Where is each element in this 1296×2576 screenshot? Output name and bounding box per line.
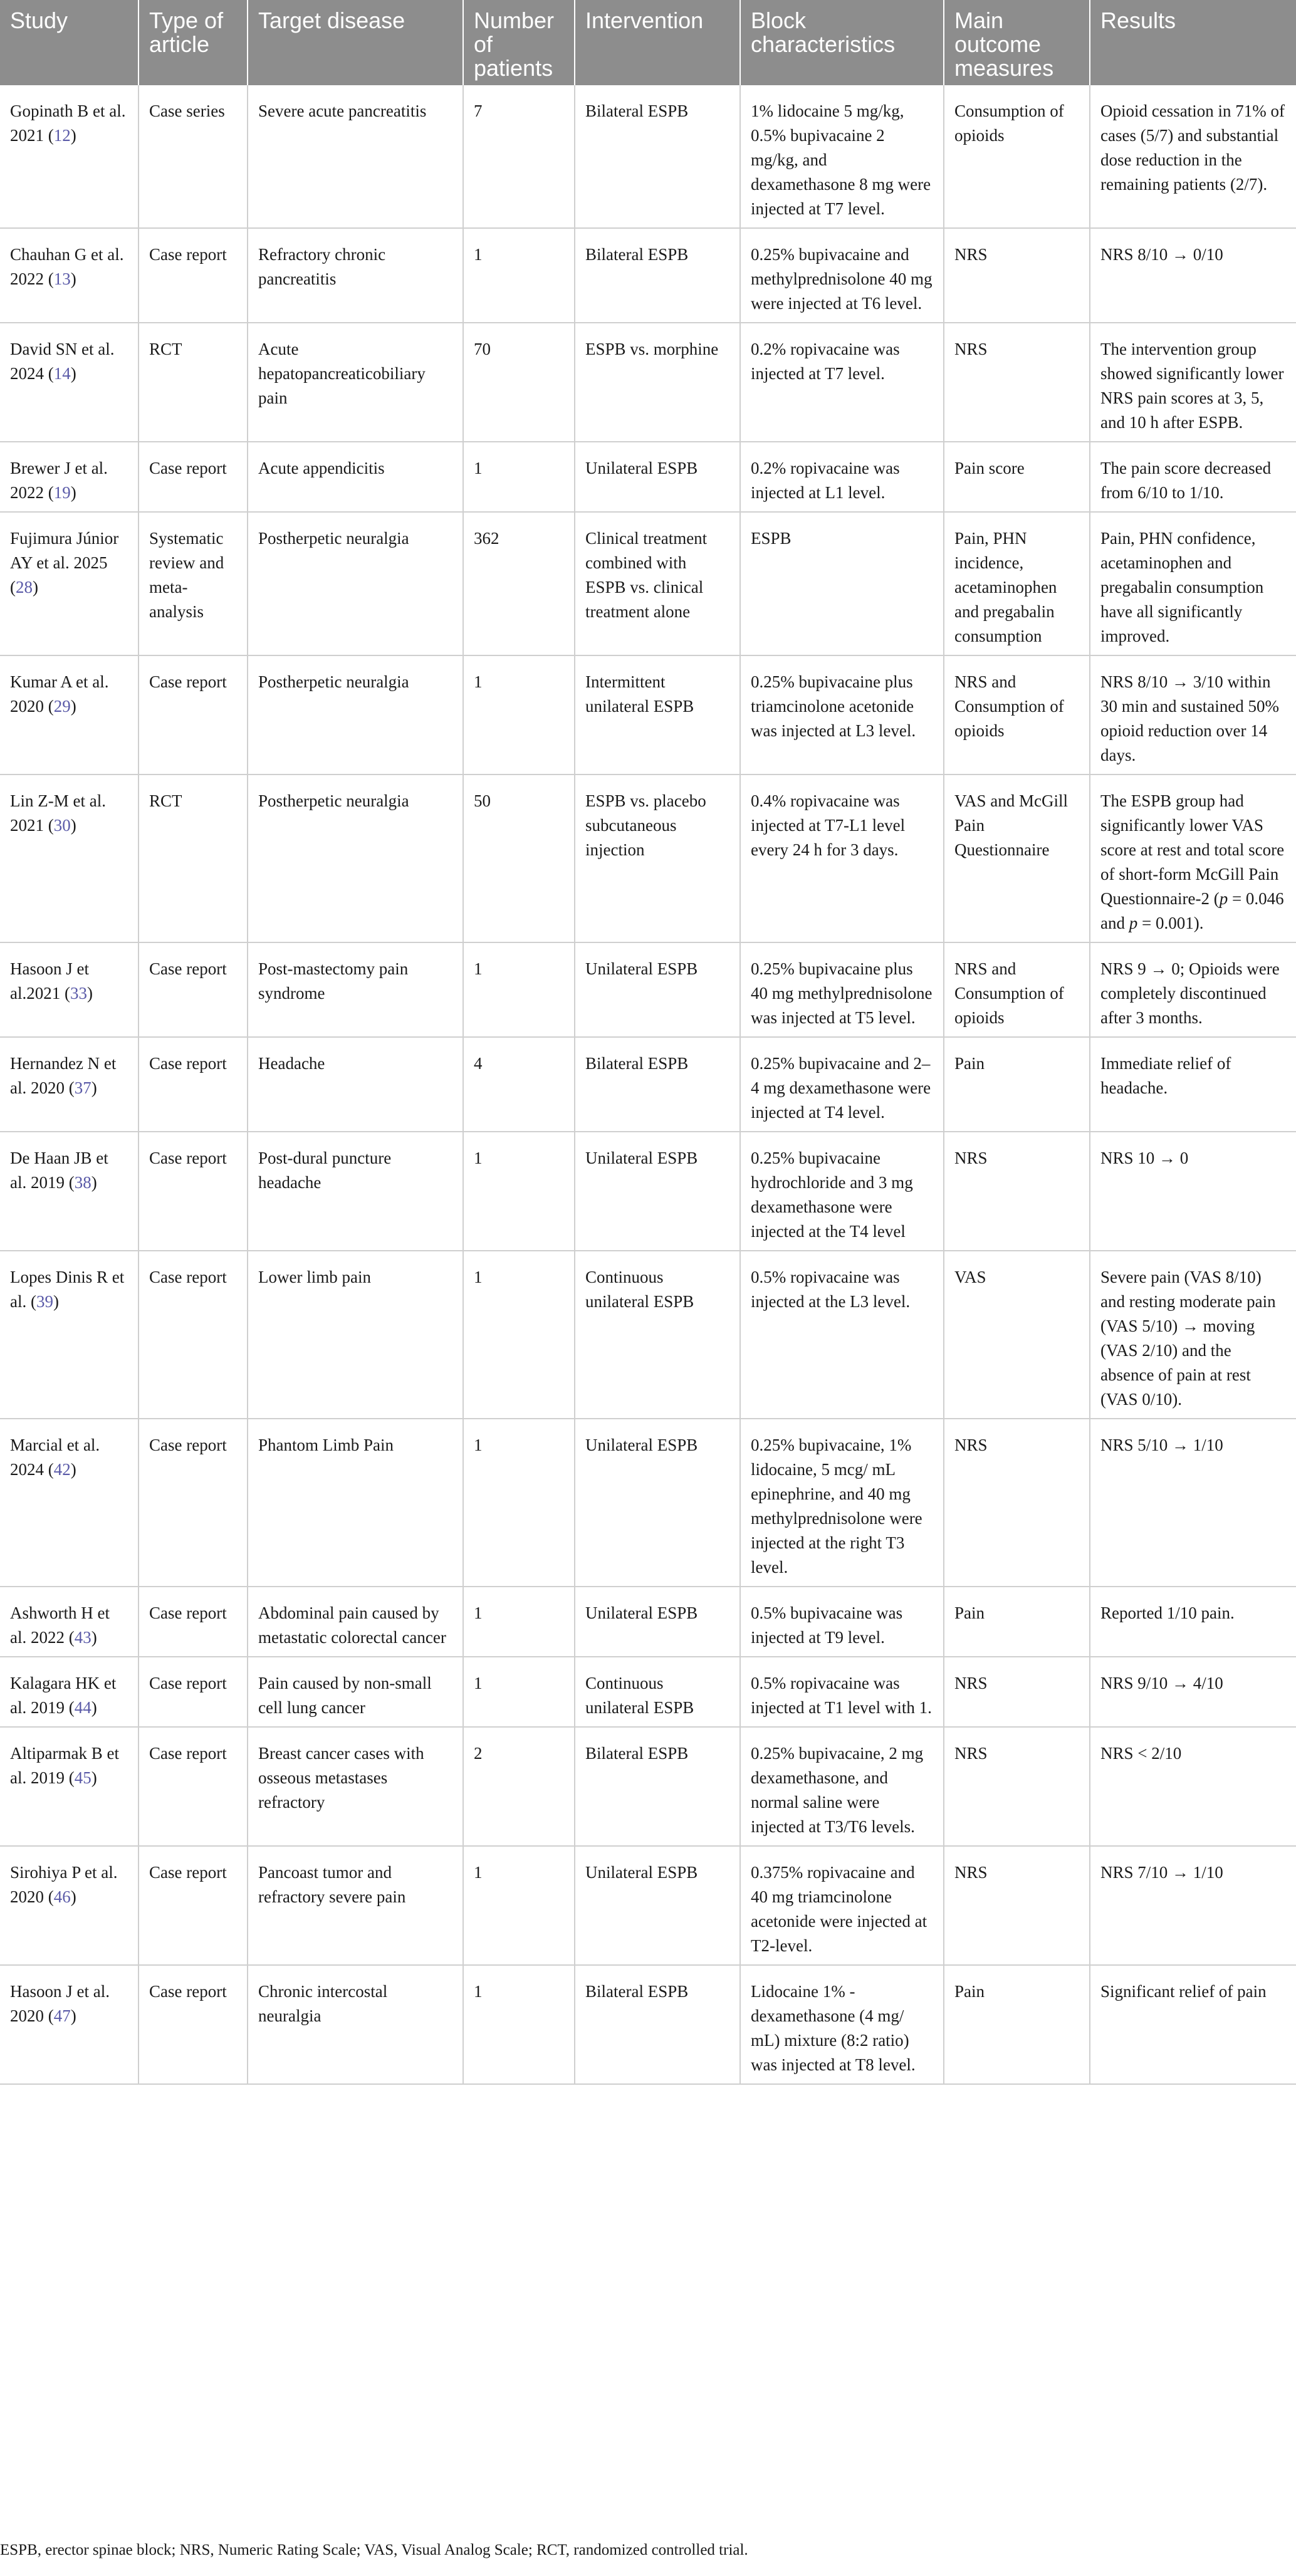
reference-link[interactable]: 13 (53, 269, 71, 288)
intervention-cell: Unilateral ESPB (575, 1846, 740, 1965)
block-cell: 0.5% ropivacaine was injected at T1 level with 1. (740, 1657, 944, 1727)
study-name: Hasoon J et al. 2020 ( (10, 1982, 110, 2025)
patients-cell: 7 (463, 85, 575, 228)
patients-cell: 1 (463, 228, 575, 323)
table-row (0, 1132, 1296, 1251)
study-close: ) (91, 1628, 97, 1647)
intervention-cell: Unilateral ESPB (575, 1587, 740, 1657)
outcome-cell: NRS (944, 1419, 1090, 1587)
outcome-cell: Pain (944, 1037, 1090, 1132)
article-type-cell: Case report (138, 1419, 248, 1587)
study-name: Hernandez N et al. 2020 ( (10, 1054, 117, 1097)
study-close: ) (70, 269, 76, 288)
reference-link[interactable]: 28 (16, 578, 33, 597)
table-row (0, 1965, 1296, 2084)
intervention-cell: Unilateral ESPB (575, 442, 740, 512)
table-row (0, 1657, 1296, 1727)
target-disease-cell: Postherpetic neuralgia (248, 512, 463, 655)
column-header: Type of article (138, 0, 248, 85)
block-cell: 0.25% bupivacaine and 2–4 mg dexamethasone were injected at T4 level. (740, 1037, 944, 1132)
study-name: Chauhan G et al. 2022 ( (10, 245, 124, 288)
reference-link[interactable]: 29 (53, 697, 71, 716)
intervention-cell: ESPB vs. morphine (575, 323, 740, 442)
study-name: Sirohiya P et al. 2020 ( (10, 1863, 118, 1906)
intervention-cell: ESPB vs. placebo subcutaneous injection (575, 774, 740, 942)
study-cell (0, 323, 138, 442)
results-cell (1090, 774, 1296, 942)
results-text: NRS 8/10 → 3/10 within 30 min and sustained 50% opioid reduction over 14 days. (1100, 672, 1279, 764)
intervention-cell: Unilateral ESPB (575, 1132, 740, 1251)
block-cell: Lidocaine 1% -dexamethasone (4 mg/ mL) mixture (8:2 ratio) was injected at T8 level. (740, 1965, 944, 2084)
results-cell (1090, 655, 1296, 774)
table-row (0, 1419, 1296, 1587)
article-type-cell: Case report (138, 1727, 248, 1846)
study-close: ) (70, 1460, 76, 1479)
study-cell (0, 1846, 138, 1965)
results-text: Reported 1/10 pain. (1100, 1603, 1235, 1622)
outcome-cell: Pain (944, 1587, 1090, 1657)
results-text: The pain score decreased from 6/10 to 1/10. (1100, 459, 1272, 502)
study-cell (0, 774, 138, 942)
outcome-cell: NRS (944, 1846, 1090, 1965)
reference-link[interactable]: 30 (53, 816, 71, 835)
block-cell: 0.4% ropivacaine was injected at T7-L1 level every 24 h for 3 days. (740, 774, 944, 942)
study-cell (0, 1587, 138, 1657)
intervention-cell: Clinical treatment combined with ESPB vs. clinical treatment alone (575, 512, 740, 655)
study-name: Hasoon J et al.2021 ( (10, 959, 89, 1003)
table-row (0, 1587, 1296, 1657)
column-header: Intervention (575, 0, 740, 85)
article-type-cell: Case report (138, 1251, 248, 1419)
results-text: NRS 9 → 0; Opioids were completely discontinued after 3 months. (1100, 959, 1280, 1027)
outcome-cell: VAS (944, 1251, 1090, 1419)
column-header: Target disease (248, 0, 463, 85)
results-text: NRS 5/10 → 1/10 (1100, 1436, 1223, 1454)
column-header: Block characteristics (740, 0, 944, 85)
reference-link[interactable]: 44 (74, 1698, 91, 1717)
study-name: Ashworth H et al. 2022 ( (10, 1603, 110, 1647)
intervention-cell: Unilateral ESPB (575, 942, 740, 1037)
article-type-cell: Case report (138, 1132, 248, 1251)
patients-cell: 1 (463, 1419, 575, 1587)
study-name: Kumar A et al. 2020 ( (10, 672, 109, 716)
target-disease-cell: Acute appendicitis (248, 442, 463, 512)
table-row (0, 323, 1296, 442)
results-cell (1090, 323, 1296, 442)
study-close: ) (91, 1173, 97, 1192)
study-cell (0, 1965, 138, 2084)
results-text: Pain, PHN confidence, acetaminophen and pregabalin consumption have all significantly improved. (1100, 529, 1264, 645)
outcome-cell: NRS (944, 1727, 1090, 1846)
block-cell: ESPB (740, 512, 944, 655)
block-cell: 0.25% bupivacaine plus 40 mg methylprednisolone was injected at T5 level. (740, 942, 944, 1037)
table-row (0, 442, 1296, 512)
study-name: Brewer J et al. 2022 ( (10, 459, 108, 502)
results-cell (1090, 1419, 1296, 1587)
reference-link[interactable]: 42 (53, 1460, 71, 1479)
study-name: Gopinath B et al. 2021 ( (10, 102, 126, 145)
article-type-cell: Case series (138, 85, 248, 228)
results-text: = 0.046 and (1100, 889, 1284, 932)
block-cell: 1% lidocaine 5 mg/kg, 0.5% bupivacaine 2 mg/kg, and dexamethasone 8 mg were injected at T7 level. (740, 85, 944, 228)
block-cell: 0.25% bupivacaine, 2 mg dexamethasone, and normal saline were injected at T3/T6 levels. (740, 1727, 944, 1846)
results-cell (1090, 512, 1296, 655)
reference-link[interactable]: 38 (74, 1173, 91, 1192)
outcome-cell: VAS and McGill Pain Questionnaire (944, 774, 1090, 942)
patients-cell: 1 (463, 1587, 575, 1657)
table-row (0, 1251, 1296, 1419)
article-type-cell: Case report (138, 1846, 248, 1965)
article-type-cell: Systematic review and meta-analysis (138, 512, 248, 655)
intervention-cell: Intermittent unilateral ESPB (575, 655, 740, 774)
results-text: NRS 9/10 → 4/10 (1100, 1674, 1223, 1692)
intervention-cell: Bilateral ESPB (575, 228, 740, 323)
reference-link[interactable]: 46 (53, 1887, 71, 1906)
intervention-cell: Bilateral ESPB (575, 1965, 740, 2084)
study-close: ) (70, 1887, 76, 1906)
table-row (0, 1846, 1296, 1965)
outcome-cell: NRS (944, 228, 1090, 323)
patients-cell: 1 (463, 1965, 575, 2084)
results-text: NRS < 2/10 (1100, 1744, 1182, 1763)
block-cell: 0.5% bupivacaine was injected at T9 level. (740, 1587, 944, 1657)
study-cell (0, 1132, 138, 1251)
study-cell (0, 228, 138, 323)
study-cell (0, 1657, 138, 1727)
block-cell: 0.25% bupivacaine, 1% lidocaine, 5 mcg/ mL epinephrine, and 40 mg methylprednisolone were injected at the right T3 level. (740, 1419, 944, 1587)
patients-cell: 1 (463, 1657, 575, 1727)
results-text: The ESPB group had significantly lower VAS score at rest and total score of short-form McGill Pain Questionnaire-2 ( (1100, 791, 1285, 908)
results-text: Severe pain (VAS 8/10) and resting moderate pain (VAS 5/10) → moving (VAS 2/10) and the absence of pain at rest (VAS 0/10). (1100, 1268, 1276, 1409)
block-cell: 0.25% bupivacaine and methylprednisolone 40 mg were injected at T6 level. (740, 228, 944, 323)
study-cell (0, 85, 138, 228)
target-disease-cell: Headache (248, 1037, 463, 1132)
target-disease-cell: Phantom Limb Pain (248, 1419, 463, 1587)
intervention-cell: Unilateral ESPB (575, 1419, 740, 1587)
table-row (0, 774, 1296, 942)
target-disease-cell: Post-dural puncture headache (248, 1132, 463, 1251)
outcome-cell: NRS (944, 1657, 1090, 1727)
table-row (0, 655, 1296, 774)
intervention-cell: Continuous unilateral ESPB (575, 1251, 740, 1419)
study-name: Altiparmak B et al. 2019 ( (10, 1744, 119, 1787)
target-disease-cell: Refractory chronic pancreatitis (248, 228, 463, 323)
table-header (0, 0, 1296, 85)
article-type-cell: RCT (138, 323, 248, 442)
results-text: Immediate relief of headache. (1100, 1054, 1231, 1097)
table-body (0, 85, 1296, 2084)
outcome-cell: Pain (944, 1965, 1090, 2084)
results-cell (1090, 1251, 1296, 1419)
article-type-cell: Case report (138, 1657, 248, 1727)
results-text: Significant relief of pain (1100, 1982, 1267, 2001)
study-cell (0, 655, 138, 774)
study-close: ) (70, 126, 76, 145)
reference-link[interactable]: 33 (70, 984, 87, 1003)
study-close: ) (91, 1078, 97, 1097)
study-cell (0, 1419, 138, 1587)
table-row (0, 942, 1296, 1037)
patients-cell: 2 (463, 1727, 575, 1846)
study-cell (0, 512, 138, 655)
study-cell (0, 1251, 138, 1419)
article-type-cell: Case report (138, 1587, 248, 1657)
column-header: Results (1090, 0, 1296, 85)
study-cell (0, 1037, 138, 1132)
study-cell (0, 442, 138, 512)
target-disease-cell: Acute hepatopancreaticobiliary pain (248, 323, 463, 442)
patients-cell: 1 (463, 1251, 575, 1419)
intervention-cell: Bilateral ESPB (575, 1037, 740, 1132)
intervention-cell: Continuous unilateral ESPB (575, 1657, 740, 1727)
results-cell (1090, 1132, 1296, 1251)
outcome-cell: NRS and Consumption of opioids (944, 655, 1090, 774)
results-text: The intervention group showed significantly lower NRS pain scores at 3, 5, and 10 h after ESPB. (1100, 340, 1284, 432)
patients-cell: 4 (463, 1037, 575, 1132)
results-text: = 0.001). (1137, 914, 1204, 932)
column-header: Number of patients (463, 0, 575, 85)
table-row (0, 1037, 1296, 1132)
results-cell (1090, 942, 1296, 1037)
outcome-cell: NRS (944, 323, 1090, 442)
block-cell: 0.2% ropivacaine was injected at L1 level. (740, 442, 944, 512)
reference-link[interactable]: 39 (36, 1292, 53, 1311)
results-text: NRS 8/10 → 0/10 (1100, 245, 1223, 264)
table-row (0, 85, 1296, 228)
intervention-cell: Bilateral ESPB (575, 85, 740, 228)
reference-link[interactable]: 45 (74, 1768, 91, 1787)
study-cell (0, 942, 138, 1037)
results-cell (1090, 1846, 1296, 1965)
article-type-cell: Case report (138, 228, 248, 323)
results-cell (1090, 228, 1296, 323)
reference-link[interactable]: 12 (53, 126, 71, 145)
block-cell: 0.375% ropivacaine and 40 mg triamcinolone acetonide were injected at T2-level. (740, 1846, 944, 1965)
outcome-cell: Pain score (944, 442, 1090, 512)
header-row (0, 0, 1296, 85)
study-close: ) (86, 984, 93, 1003)
target-disease-cell: Postherpetic neuralgia (248, 774, 463, 942)
study-close: ) (70, 364, 76, 383)
target-disease-cell: Postherpetic neuralgia (248, 655, 463, 774)
article-type-cell: Case report (138, 1965, 248, 2084)
table-row (0, 512, 1296, 655)
results-text: NRS 7/10 → 1/10 (1100, 1863, 1223, 1882)
patients-cell: 70 (463, 323, 575, 442)
results-cell (1090, 442, 1296, 512)
target-disease-cell: Breast cancer cases with osseous metastases refractory (248, 1727, 463, 1846)
patients-cell: 1 (463, 1132, 575, 1251)
target-disease-cell: Lower limb pain (248, 1251, 463, 1419)
study-name: David SN et al. 2024 ( (10, 340, 115, 383)
target-disease-cell: Pain caused by non-small cell lung cancer (248, 1657, 463, 1727)
results-cell (1090, 1965, 1296, 2084)
study-close: ) (91, 1768, 97, 1787)
study-close: ) (70, 483, 76, 502)
study-name: De Haan JB et al. 2019 ( (10, 1149, 108, 1192)
target-disease-cell: Pancoast tumor and refractory severe pain (248, 1846, 463, 1965)
study-name: Kalagara HK et al. 2019 ( (10, 1674, 117, 1717)
article-type-cell: Case report (138, 442, 248, 512)
target-disease-cell: Abdominal pain caused by metastatic colorectal cancer (248, 1587, 463, 1657)
patients-cell: 1 (463, 942, 575, 1037)
block-cell: 0.25% bupivacaine plus triamcinolone acetonide was injected at L3 level. (740, 655, 944, 774)
patients-cell: 1 (463, 442, 575, 512)
target-disease-cell: Severe acute pancreatitis (248, 85, 463, 228)
results-text: Opioid cessation in 71% of cases (5/7) and substantial dose reduction in the remaining patients (2/7). (1100, 102, 1285, 194)
column-header: Study (0, 0, 138, 85)
reference-link[interactable]: 43 (74, 1628, 91, 1647)
study-name: Lopes Dinis R et al. ( (10, 1268, 125, 1311)
block-cell: 0.25% bupivacaine hydrochloride and 3 mg dexamethasone were injected at the T4 level (740, 1132, 944, 1251)
results-text: NRS 10 → 0 (1100, 1149, 1189, 1167)
article-type-cell: Case report (138, 655, 248, 774)
study-name: Lin Z-M et al. 2021 ( (10, 791, 106, 835)
study-close: ) (91, 1698, 97, 1717)
reference-link[interactable]: 19 (53, 483, 71, 502)
column-header: Main outcome measures (944, 0, 1090, 85)
results-cell (1090, 1657, 1296, 1727)
block-cell: 0.5% ropivacaine was injected at the L3 level. (740, 1251, 944, 1419)
outcome-cell: NRS (944, 1132, 1090, 1251)
outcome-cell: Pain, PHN incidence, acetaminophen and pregabalin consumption (944, 512, 1090, 655)
reference-link[interactable]: 47 (53, 2006, 71, 2025)
article-type-cell: RCT (138, 774, 248, 942)
article-type-cell: Case report (138, 1037, 248, 1132)
results-cell (1090, 1037, 1296, 1132)
reference-link[interactable]: 37 (74, 1078, 91, 1097)
target-disease-cell: Post-mastectomy pain syndrome (248, 942, 463, 1037)
table-row (0, 228, 1296, 323)
outcome-cell: Consumption of opioids (944, 85, 1090, 228)
study-close: ) (53, 1292, 59, 1311)
patients-cell: 1 (463, 655, 575, 774)
target-disease-cell: Chronic intercostal neuralgia (248, 1965, 463, 2084)
study-name: Fujimura Júnior AY et al. 2025 ( (10, 529, 119, 597)
patients-cell: 50 (463, 774, 575, 942)
outcome-cell: NRS and Consumption of opioids (944, 942, 1090, 1037)
article-type-cell: Case report (138, 942, 248, 1037)
table-footnote: ESPB, erector spinae block; NRS, Numeric Rating Scale; VAS, Visual Analog Scale; RCT, randomized controlled trial. (0, 2542, 748, 2558)
block-cell: 0.2% ropivacaine was injected at T7 level. (740, 323, 944, 442)
p-symbol: p (1129, 914, 1138, 932)
study-name: Marcial et al. 2024 ( (10, 1436, 100, 1479)
patients-cell: 362 (463, 512, 575, 655)
study-close: ) (70, 816, 76, 835)
study-close: ) (33, 578, 38, 597)
study-close: ) (70, 697, 76, 716)
reference-link[interactable]: 14 (53, 364, 71, 383)
results-cell (1090, 85, 1296, 228)
study-cell (0, 1727, 138, 1846)
results-cell (1090, 1587, 1296, 1657)
patients-cell: 1 (463, 1846, 575, 1965)
p-symbol: p (1219, 889, 1228, 908)
study-close: ) (70, 2006, 76, 2025)
intervention-cell: Bilateral ESPB (575, 1727, 740, 1846)
results-cell (1090, 1727, 1296, 1846)
table-row (0, 1727, 1296, 1846)
